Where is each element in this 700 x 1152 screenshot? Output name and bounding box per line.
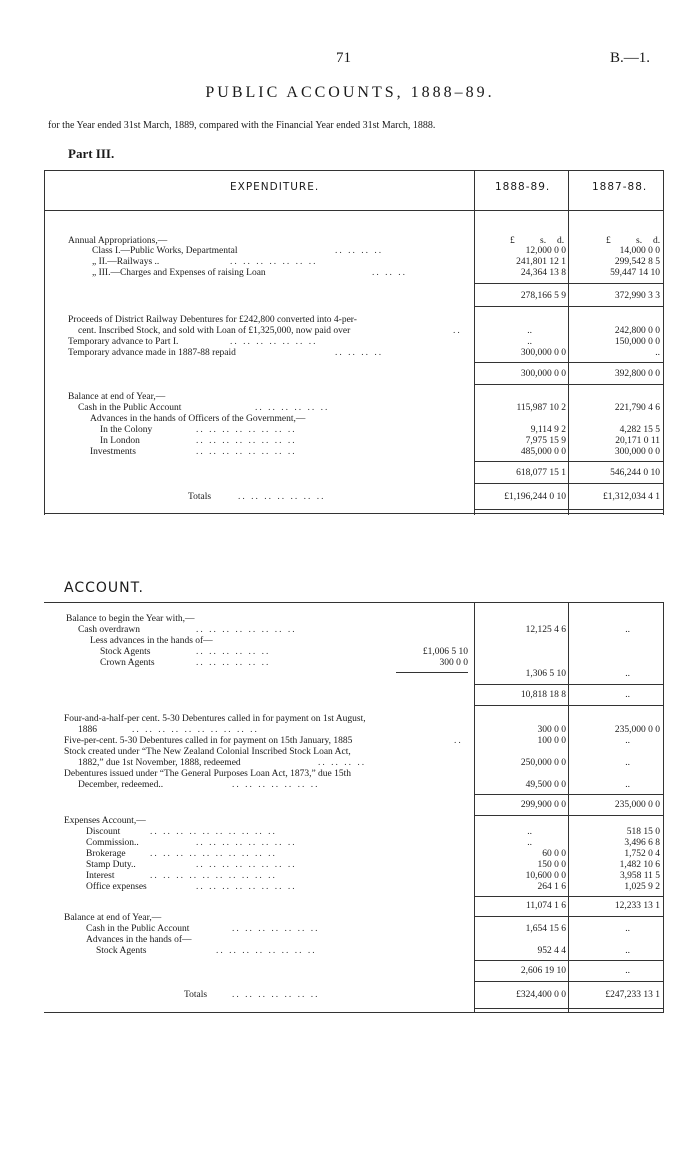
account-heading: ACCOUNT.	[64, 580, 144, 596]
page-title: PUBLIC ACCOUNTS, 1888–89.	[205, 84, 495, 101]
page-subtitle: for the Year ended 31st March, 1889, compared with the Financial Year ended 31st March, 1888.	[48, 120, 436, 131]
col-1887-88-heading: 1887-88.	[592, 181, 648, 193]
page-number: 71	[336, 50, 351, 66]
expenditure-heading: EXPENDITURE.	[230, 181, 320, 193]
col-1888-89-heading: 1888-89.	[495, 181, 551, 193]
part-heading: Part III.	[68, 146, 115, 161]
document-reference: B.—1.	[610, 50, 651, 66]
